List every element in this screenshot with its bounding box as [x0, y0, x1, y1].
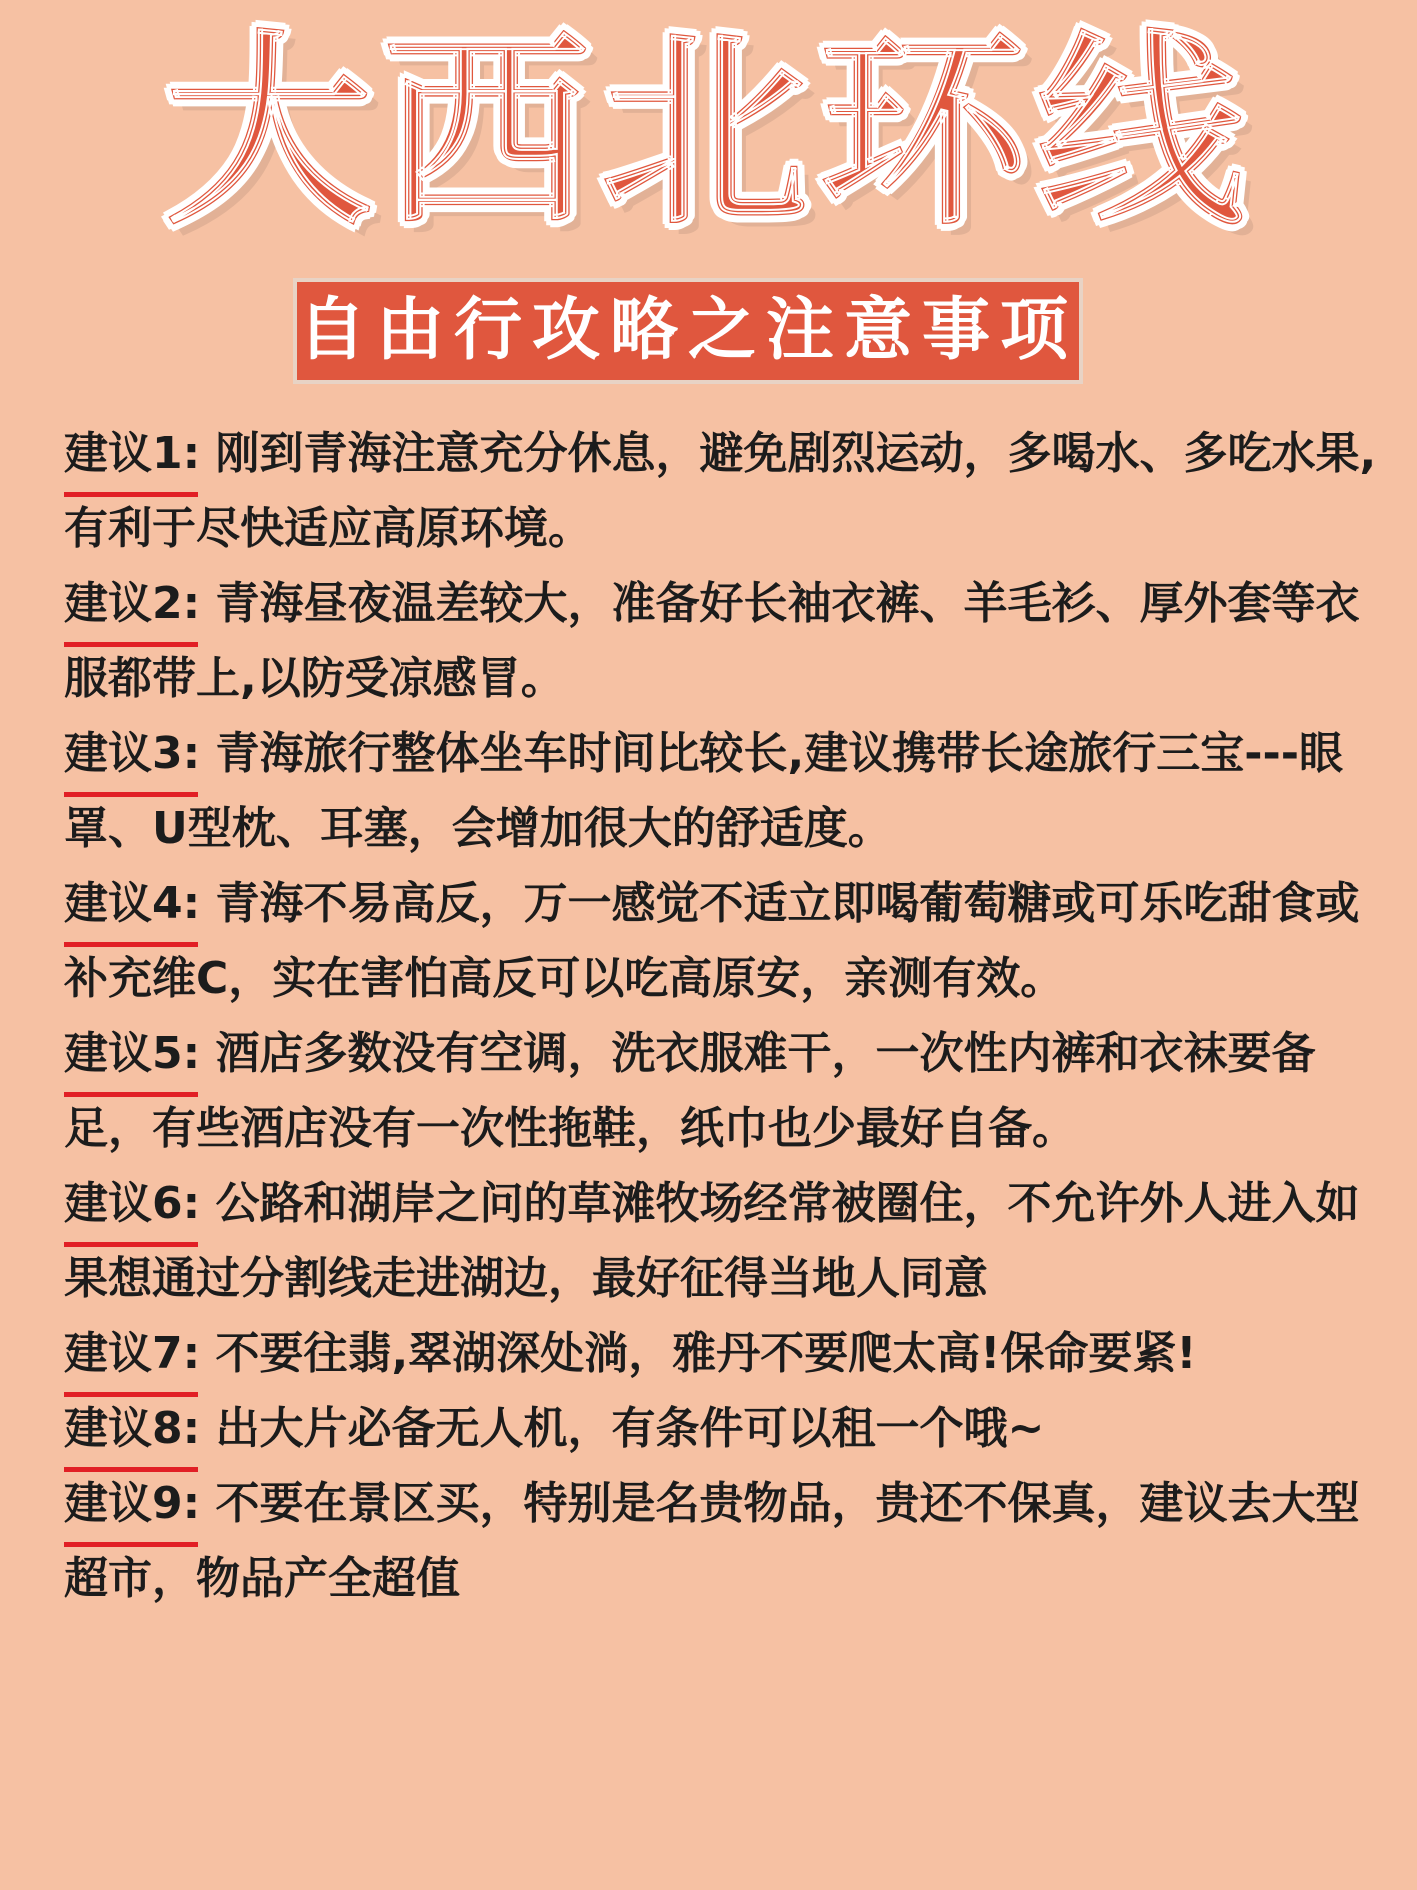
page-title: 大西北环线	[163, 10, 1254, 255]
subtitle: 自由行攻略之注意事项	[297, 291, 1078, 370]
tip-text: 刚到青海注意充分休息，避免剧烈运动，多喝水、多吃水果,有利于尽快适应高原环境。	[64, 428, 1377, 554]
tip-2	[64, 566, 1394, 716]
tip-text: 不要往翡,翠湖深处淌，雅丹不要爬太高!保命要紧!	[215, 1328, 1197, 1379]
tip-6	[64, 1166, 1394, 1316]
tip-label: 建议2:	[64, 566, 200, 641]
tip-text: 青海旅行整体坐车时间比较长,建议携带长途旅行三宝---眼罩、U型枕、耳塞，会增加很大的舒适度。	[64, 728, 1344, 854]
tip-text: 不要在景区买，特别是名贵物品，贵还不保真，建议去大型超市，物品产全超值	[64, 1478, 1360, 1604]
tip-label: 建议6:	[64, 1166, 200, 1241]
tip-4	[64, 866, 1394, 1016]
tip-9	[64, 1466, 1394, 1616]
tip-3	[64, 716, 1394, 866]
tip-label: 建议3:	[64, 716, 200, 791]
tip-label: 建议9:	[64, 1466, 200, 1541]
tip-text: 青海不易高反，万一感觉不适立即喝葡萄糖或可乐吃甜食或补充维C，实在害怕高反可以吃高原安，亲测有效。	[64, 878, 1360, 1004]
tips-list	[64, 416, 1394, 1616]
tip-1	[64, 416, 1394, 566]
tip-text: 公路和湖岸之问的草滩牧场经常被圈住，不允许外人进入如果想通过分割线走进湖边，最好征得当地人同意	[64, 1178, 1360, 1304]
tip-text: 出大片必备无人机，有条件可以租一个哦~	[215, 1403, 1045, 1454]
tip-5	[64, 1016, 1394, 1166]
tip-8	[64, 1391, 1394, 1466]
tip-text: 青海昼夜温差较大，准备好长袖衣裤、羊毛衫、厚外套等衣服都带上,以防受凉感冒。	[64, 578, 1360, 704]
tip-label: 建议8:	[64, 1391, 200, 1466]
tip-label: 建议4:	[64, 866, 200, 941]
subtitle-banner	[293, 278, 1083, 384]
tip-7	[64, 1316, 1394, 1391]
tip-label: 建议5:	[64, 1016, 200, 1091]
tip-label: 建议1:	[64, 416, 200, 491]
tip-label: 建议7:	[64, 1316, 200, 1391]
tip-text: 酒店多数没有空调，洗衣服难干，一次性内裤和衣袜要备足，有些酒店没有一次性拖鞋，纸巾也少最好自备。	[64, 1028, 1316, 1154]
